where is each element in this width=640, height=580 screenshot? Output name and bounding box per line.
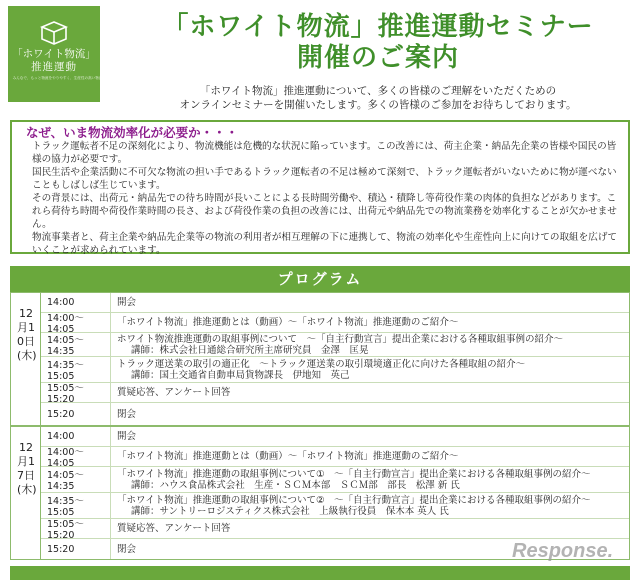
time-cell: 15:05～15:20: [41, 519, 111, 538]
desc-cell: [117, 493, 625, 518]
time-cell: 14:00～14:05: [41, 313, 111, 332]
desc-cell: [117, 357, 625, 382]
table-row: [41, 467, 629, 493]
time-cell: 14:00～14:05: [41, 447, 111, 466]
speaker-line: 講師：サントリーロジスティクス株式会社 上級執行役員 保木本 英人 氏: [131, 505, 449, 517]
time-cell: 14:00: [41, 293, 111, 312]
box-icon: [39, 20, 69, 46]
time-cell: 14:05～14:35: [41, 467, 111, 492]
logo-line-2: 推進運動: [31, 61, 77, 73]
table-row: [41, 313, 629, 333]
page-title: [120, 12, 636, 74]
desc-line: 「ホワイト物流」推進運動とは（動画）～「ホワイト物流」推進運動のご紹介～: [117, 451, 459, 462]
desc-line: トラック運送業の取引の適正化 ～トラック運送業の取引環境適正化に向けた各種取組の紹介～: [117, 358, 526, 370]
desc-cell: [117, 293, 625, 312]
schedule-day-1: [10, 292, 630, 426]
time-cell: 14:05～14:35: [41, 333, 111, 356]
desc-line: 「ホワイト物流」推進運動の取組事例について① ～「自主行動宣言」提出企業における各種取組事例の紹介～: [117, 468, 591, 480]
why-paragraph: トラック運転者不足の深刻化により、物流機能は危機的な状況に陥っています。この改善には、荷主企業・納品先企業の皆様や国民の皆様の協力が必要です。: [32, 141, 617, 165]
desc-line: 質疑応答、アンケート回答: [117, 523, 231, 534]
date-label: 12月17日(木): [17, 441, 37, 496]
table-row: [41, 357, 629, 383]
why-heading: なぜ、いま物流効率化が必要か・・・: [26, 125, 239, 140]
why-paragraph: 国民生活や企業活動に不可欠な物流の担い手であるトラック運転者の不足は極めて深刻で、トラック運転者がいないために物が運べないこともしばしば生じています。: [32, 167, 617, 191]
table-row: [41, 293, 629, 313]
desc-cell: [117, 467, 625, 492]
desc-cell: [117, 333, 625, 356]
table-row: [41, 519, 629, 539]
table-row: [41, 427, 629, 447]
why-section: [10, 120, 630, 254]
desc-cell: [117, 519, 625, 538]
desc-line: 閉会: [117, 543, 137, 555]
why-paragraph: その背景には、出荷元・納品先での待ち時間が長いことによる長時間労働や、積込・積降し等荷役作業の肉体的負担などがあります。これら荷待ち時間や荷役作業時間の長さ、および荷役作業の負担の改善には、出荷元や納品先での物流業務を効率化することが欠かせません。: [32, 193, 617, 230]
time-cell: 15:20: [41, 539, 111, 559]
logo-tagline: みんなで、もっと物流をやりやすく、生産性の高い物流へ。: [12, 75, 110, 80]
table-row: [41, 403, 629, 425]
header: [0, 0, 640, 116]
logo-line-1: 「ホワイト物流」: [12, 48, 96, 60]
speaker-line: 講師：株式会社日通総合研究所主席研究員 金澤 匡晃: [131, 344, 369, 356]
desc-cell: [117, 383, 625, 402]
speaker-line: 講師：ハウス食品株式会社 生産・ＳＣＭ本部 ＳＣＭ部 部長 松澤 新 氏: [131, 479, 460, 491]
white-logistics-logo: [8, 6, 110, 102]
desc-line: 質疑応答、アンケート回答: [117, 387, 231, 398]
table-row: [41, 333, 629, 357]
desc-line: 「ホワイト物流」推進運動とは（動画）～「ホワイト物流」推進運動のご紹介～: [117, 317, 459, 328]
desc-cell: [117, 403, 625, 425]
desc-cell: [117, 447, 625, 466]
desc-cell: [117, 427, 625, 446]
response-watermark: Response.: [512, 540, 614, 562]
date-cell: [11, 293, 41, 425]
desc-cell: [117, 313, 625, 332]
time-cell: 14:35～15:05: [41, 493, 111, 518]
desc-line: 「ホワイト物流」推進運動の取組事例について② ～「自主行動宣言」提出企業における各種取組事例の紹介～: [117, 494, 591, 506]
table-row: [41, 383, 629, 403]
time-cell: 15:05～15:20: [41, 383, 111, 402]
date-cell: [11, 427, 41, 559]
desc-line: ホワイト物流推進運動の取組事例について ～「自主行動宣言」提出企業における各種取組事例の紹介～: [117, 333, 564, 345]
title-line-1: 「ホワイト物流」推進運動セミナー: [162, 12, 594, 42]
desc-line: 開会: [117, 297, 137, 308]
date-label: 12月10日(木): [17, 307, 37, 362]
why-paragraph: 物流事業者と、荷主企業や納品先企業等の物流の利用者が相互理解の下に連携して、物流の効率化や生産性向上に向けての取組を広げていくことが求められています。: [32, 232, 618, 256]
desc-line: 開会: [117, 431, 137, 442]
table-row: [41, 493, 629, 519]
time-cell: 15:20: [41, 403, 111, 425]
title-line-2: 開催のご案内: [296, 43, 459, 73]
intro-line-1: 「ホワイト物流」推進運動について、多くの皆様のご理解をいただくための: [199, 85, 557, 97]
table-row: [41, 447, 629, 467]
desc-line: 閉会: [117, 408, 137, 420]
time-cell: 14:00: [41, 427, 111, 446]
program-heading: プログラム: [10, 266, 630, 292]
speaker-line: 講師：国土交通省自動車局貨物課長 伊地知 英己: [131, 369, 350, 381]
time-cell: 14:35～15:05: [41, 357, 111, 382]
intro-line-2: オンラインセミナーを開催いたします。多くの皆様のご参加をお待ちしております。: [179, 99, 577, 111]
intro-text: [120, 84, 636, 112]
